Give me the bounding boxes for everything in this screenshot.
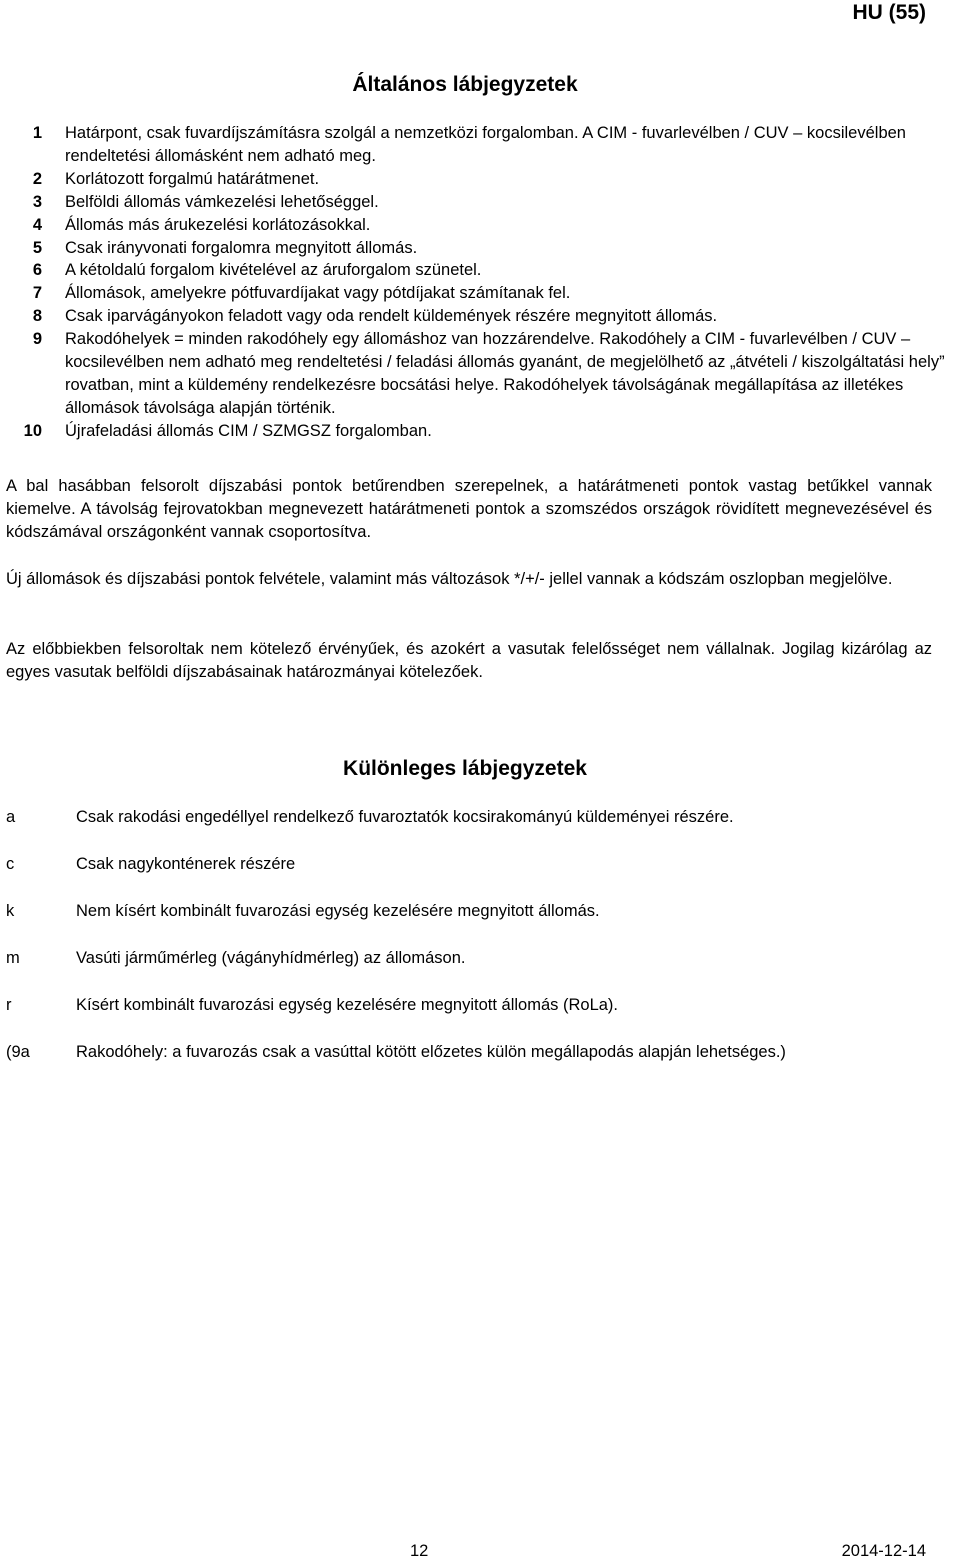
special-footnote-item — [6, 994, 932, 1017]
footnote-text: Rakodóhelyek = minden rakodóhely egy állomáshoz van hozzárendelve. Rakodóhely a CIM - fuvarlevélben / CUV – kocsilevélben nem adható meg rendeltetési / feladási állomás gyanánt, de megjelölhető az „átvételi / kiszolgáltatási hely” rovatban, mint a küldemény rendelkezésre bocsátási helye. Rakodóhelyek távolságának megállapítása az illetékes állomások távolsága alapján történik. — [65, 330, 945, 417]
footnote-item — [0, 420, 960, 443]
special-footnote-text: Vasúti járműmérleg (vágányhídmérleg) az állomáson. — [76, 949, 466, 967]
footnote-item — [0, 282, 960, 305]
special-footnotes-list — [6, 806, 932, 1088]
special-footnote-item — [6, 853, 932, 876]
footnote-item — [0, 328, 960, 420]
footer-page-number: 12 — [410, 1542, 429, 1560]
footnote-item — [0, 191, 960, 214]
footnote-text: Csak iparvágányokon feladott vagy oda rendelt küldemények részére megnyitott állomás. — [65, 307, 718, 326]
footer-date: 2014-12-14 — [841, 1542, 926, 1560]
footnote-item — [0, 237, 960, 260]
special-footnote-key: (9a — [6, 1043, 30, 1061]
footnote-number: 1 — [32, 124, 42, 142]
special-footnote-item — [6, 1041, 932, 1064]
special-footnote-key: a — [6, 808, 16, 826]
footnote-text: Határpont, csak fuvardíjszámításra szolgál a nemzetközi forgalomban. A CIM - fuvarlevélben / CUV – kocsilevélben rendeltetési állomásként nem adható meg. — [65, 124, 906, 165]
footnote-item — [0, 259, 960, 282]
special-footnote-key: k — [6, 902, 15, 920]
general-footnotes-title: Általános lábjegyzetek — [352, 73, 578, 96]
footnote-text: A kétoldalú forgalom kivételével az áruforgalom szünetel. — [65, 261, 482, 280]
special-footnote-text: Csak nagykonténerek részére — [76, 855, 296, 873]
footnote-item — [0, 122, 960, 168]
special-footnote-item — [6, 806, 932, 829]
paragraph-disclaimer: Az előbbiekben felsoroltak nem kötelező érvényűek, és azokért a vasutak felelősséget nem vállalnak. Jogilag kizárólag az egyes vasutak belföldi díjszabásainak határozmányai kötelezőek. — [6, 640, 932, 681]
footnote-text: Állomás más árukezelési korlátozásokkal. — [65, 215, 371, 234]
special-footnote-item — [6, 947, 932, 970]
paragraph-new-stations: Új állomások és díjszabási pontok felvétele, valamint más változások */+/- jellel vannak a kódszám oszlopban megjelölve. — [6, 570, 893, 588]
footnote-number: 5 — [32, 238, 42, 257]
footnote-number: 10 — [23, 421, 42, 440]
special-footnote-text: Nem kísért kombinált fuvarozási egység kezelésére megnyitott állomás. — [76, 902, 600, 920]
footnote-number: 6 — [32, 261, 42, 280]
footnote-number: 9 — [32, 330, 42, 349]
special-footnote-key: r — [6, 996, 12, 1014]
footnote-text: Csak irányvonati forgalomra megnyitott állomás. — [65, 238, 418, 257]
page-code: HU (55) — [852, 1, 926, 24]
special-footnote-key: c — [6, 855, 15, 873]
footnote-number: 8 — [32, 307, 42, 326]
footnote-item — [0, 168, 960, 191]
footnote-text: Belföldi állomás vámkezelési lehetőséggel. — [65, 192, 379, 211]
footnote-text: Korlátozott forgalmú határátmenet. — [65, 169, 320, 188]
special-footnote-item — [6, 900, 932, 923]
special-footnote-key: m — [6, 949, 20, 967]
footnote-number: 3 — [32, 192, 42, 211]
special-footnote-text: Kísért kombinált fuvarozási egység kezelésére megnyitott állomás (RoLa). — [76, 996, 618, 1014]
special-footnote-text: Csak rakodási engedéllyel rendelkező fuvaroztatók kocsirakományú küldeményei részére. — [76, 808, 734, 826]
special-footnote-text: Rakodóhely: a fuvarozás csak a vasúttal kötött előzetes külön megállapodás alapján lehetséges.) — [76, 1043, 786, 1061]
footnote-number: 4 — [32, 215, 42, 234]
footnote-item — [0, 305, 960, 328]
footnote-item — [0, 214, 960, 237]
footnote-number: 7 — [32, 284, 42, 303]
paragraph-alphabetical-order: A bal hasábban felsorolt díjszabási pontok betűrendben szerepelnek, a határátmeneti pontok vastag betűkkel vannak kiemelve. A távolság fejrovatokban megnevezett határátmeneti pontok a szomszédos országok rövidített megnevezésével és kódszámával országonként vannak csoportosítva. — [6, 477, 932, 541]
general-footnotes-list — [0, 122, 960, 443]
footnote-text: Állomások, amelyekre pótfuvardíjakat vagy pótdíjakat számítanak fel. — [65, 284, 571, 303]
footnote-number: 2 — [32, 169, 42, 188]
special-footnotes-title: Különleges lábjegyzetek — [343, 757, 587, 780]
footnote-text: Újrafeladási állomás CIM / SZMGSZ forgalomban. — [65, 421, 432, 440]
